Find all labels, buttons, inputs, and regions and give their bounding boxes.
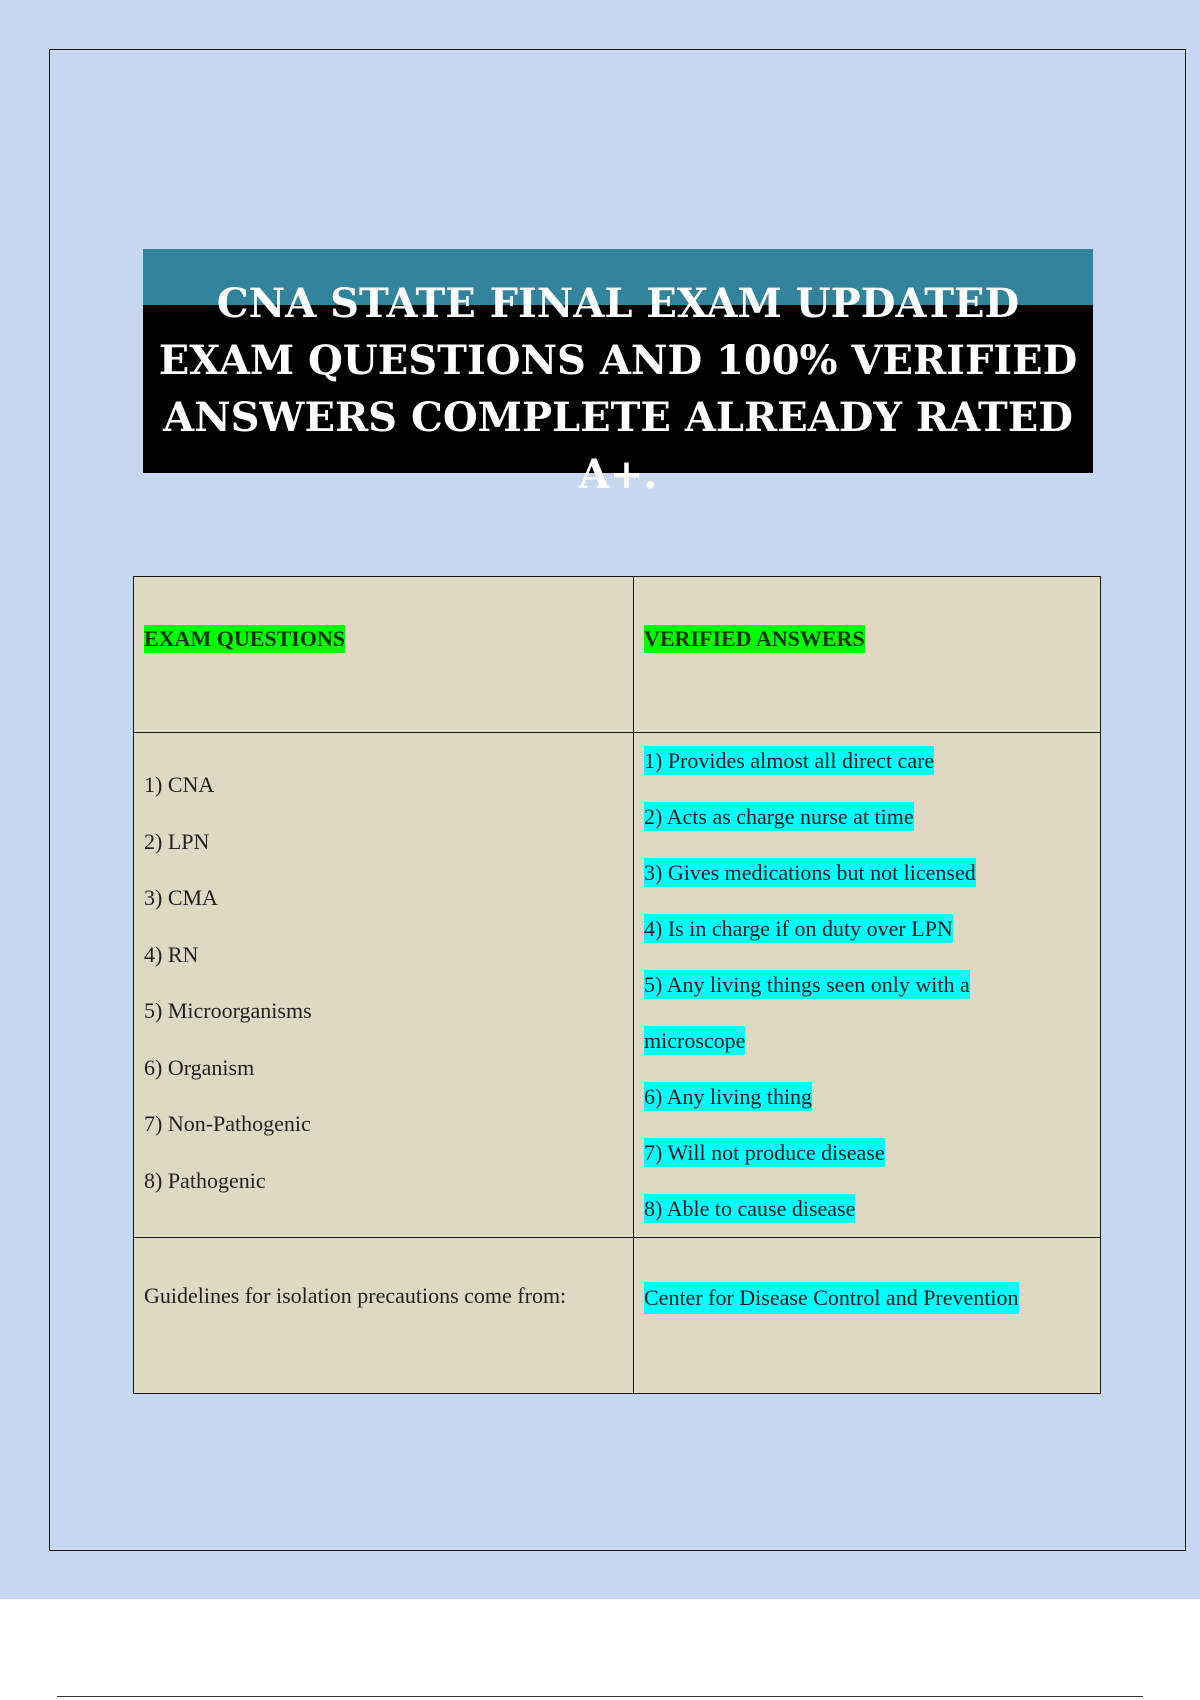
list-item <box>144 927 623 984</box>
question-text: 5) Microorganisms <box>144 998 312 1023</box>
answer-text: Center for Disease Control and Prevention <box>644 1282 1019 1314</box>
list-item <box>644 1013 1090 1069</box>
answer-text: microscope <box>644 1028 746 1053</box>
questions-cell <box>134 733 634 1238</box>
questions-header-cell <box>134 577 634 733</box>
list-item <box>644 1181 1090 1237</box>
answer-text: 4) Is in charge if on duty over LPN <box>644 916 953 941</box>
answers-cell <box>634 733 1101 1238</box>
table-row <box>134 1238 1101 1394</box>
list-item <box>644 1125 1090 1181</box>
answer-text: 6) Any living thing <box>644 1084 813 1109</box>
answer-text: 3) Gives medications but not licensed <box>644 860 976 885</box>
answers-cell <box>634 1238 1101 1394</box>
answer-text: 1) Provides almost all direct care <box>644 748 935 773</box>
questions-header: EXAM QUESTIONS <box>144 626 346 651</box>
footer-rule <box>57 1696 1143 1697</box>
list-item <box>644 1069 1090 1125</box>
list-item <box>144 1096 623 1153</box>
list-item <box>644 957 1090 1013</box>
questions-cell <box>134 1238 634 1394</box>
list-item <box>144 757 623 814</box>
question-text: 3) CMA <box>144 885 218 910</box>
answers-list <box>644 733 1090 1237</box>
question-text: 2) LPN <box>144 828 210 854</box>
list-item <box>644 789 1090 845</box>
title-box <box>143 280 1093 498</box>
document-title: CNA STATE FINAL EXAM UPDATED EXAM QUESTIONS AND 100% VERIFIED ANSWERS COMPLETE ALREADY RATED A+. <box>158 280 1078 498</box>
exam-table <box>133 576 1101 1394</box>
list-item <box>644 733 1090 789</box>
table-header-row <box>134 577 1101 733</box>
questions-list <box>144 733 623 1209</box>
list-item <box>644 901 1090 957</box>
list-item <box>144 1040 623 1097</box>
answers-header: VERIFIED ANSWERS <box>644 626 865 651</box>
list-item <box>144 814 623 871</box>
question-text: 1) CNA <box>144 772 215 797</box>
list-item <box>644 845 1090 901</box>
table-row <box>134 733 1101 1238</box>
question-text: 7) Non-Pathogenic <box>144 1111 311 1136</box>
answer-text: 8) Able to cause disease <box>644 1196 856 1221</box>
list-item <box>144 1153 623 1210</box>
question-text: Guidelines for isolation precautions come from: <box>144 1283 567 1308</box>
list-item <box>144 870 623 927</box>
question-text: 4) RN <box>144 941 199 967</box>
answer-text: 7) Will not produce disease <box>644 1140 885 1165</box>
answers-header-cell <box>634 577 1101 733</box>
question-text: 8) Pathogenic <box>144 1167 266 1193</box>
answer-text: 5) Any living things seen only with a <box>644 972 970 997</box>
answer-text: 2) Acts as charge nurse at time <box>644 804 914 829</box>
question-text: 6) Organism <box>144 1054 255 1080</box>
list-item <box>144 983 623 1040</box>
